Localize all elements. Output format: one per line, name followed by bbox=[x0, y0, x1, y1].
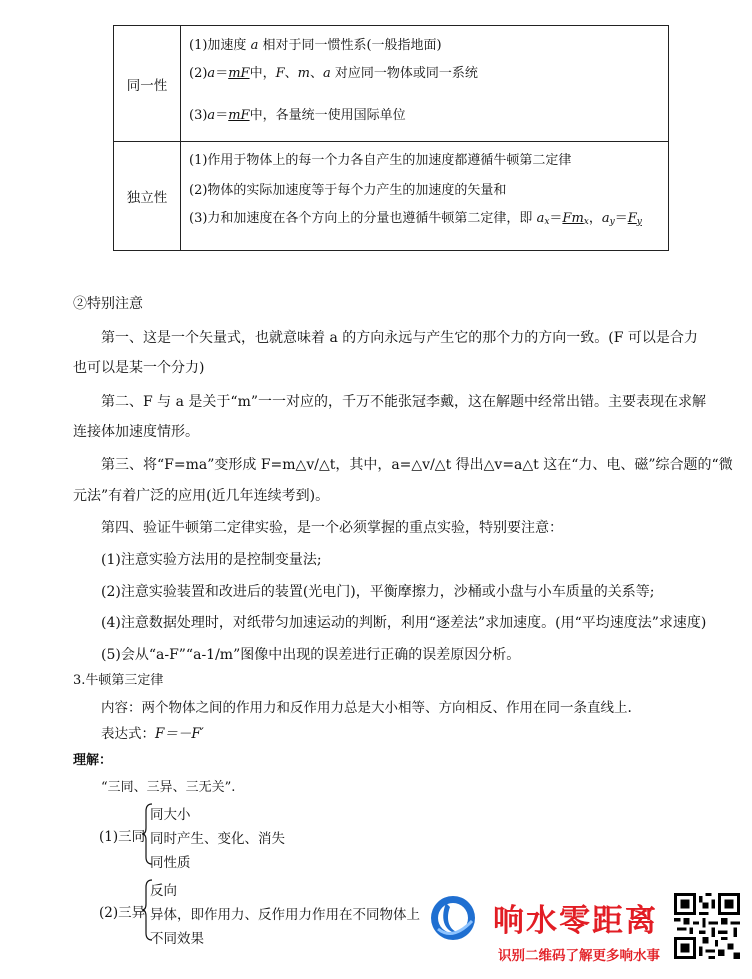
row-content bbox=[181, 142, 669, 251]
table-row bbox=[114, 142, 669, 251]
table-line: (2)物体的实际加速度等于每个力产生的加速度的矢量和 bbox=[189, 182, 507, 198]
paragraph-line: 第一、这是一个矢量式，也就意味着 a 的方向永远与产生它的那个力的方向一致。(F 可以是合力 bbox=[101, 330, 698, 346]
list-item: (5)会从“a-F”“a-1/m”图像中出现的误差进行正确的误差原因分析。 bbox=[101, 647, 521, 663]
table-row bbox=[114, 26, 669, 142]
paragraph-line: 内容：两个物体之间的作用力和反作用力总是大小相等、方向相反、作用在同一条直线上. bbox=[101, 700, 632, 716]
group-item: 反向 bbox=[150, 883, 177, 899]
paragraph-line: 第四、验证牛顿第二定律实验，是一个必须掌握的重点实验，特别要注意： bbox=[101, 520, 563, 536]
group-label: (1)三同 bbox=[99, 829, 146, 845]
paragraph-line: 元法”有着广泛的应用(近几年连续考到)。 bbox=[73, 488, 330, 504]
row-header: 独立性 bbox=[114, 142, 181, 251]
group-item: 同性质 bbox=[150, 855, 191, 871]
list-item: (2)注意实验装置和改进后的装置(光电门)，平衡摩擦力，沙桶或小盘与小车质量的关系等; bbox=[101, 584, 655, 600]
table-line: (3)a＝mF中，各量统一使用国际单位 bbox=[189, 107, 406, 123]
group-item: 同时产生、变化、消失 bbox=[150, 831, 285, 847]
section-heading: 3.牛顿第三定律 bbox=[73, 673, 164, 688]
expression-line: 表达式：F＝－F′ bbox=[101, 726, 204, 742]
list-item: (4)注意数据处理时，对纸带匀加速运动的判断，利用“逐差法”求加速度。(用“平均速度法”求速度) bbox=[101, 615, 707, 631]
notes-heading: ②特别注意 bbox=[73, 296, 143, 312]
paragraph-line: 也可以是某一个分力) bbox=[73, 360, 205, 376]
table-line: (3)力和加速度在各个方向上的分量也遵循牛顿第二定律，即 $a_x=Fm_x$，$a_y=F_y$ bbox=[189, 210, 642, 227]
understanding-label: 理解： bbox=[73, 753, 113, 768]
table-line: (1)作用于物体上的每一个力各自产生的加速度都遵循牛顿第二定律 bbox=[189, 152, 572, 168]
slogan-text: 识别二维码了解更多响水事 bbox=[498, 948, 660, 964]
row-content bbox=[181, 26, 669, 142]
summary-line: “三同、三异、三无关”. bbox=[101, 780, 236, 795]
qr-code-icon bbox=[674, 893, 740, 959]
list-item: (1)注意实验方法用的是控制变量法; bbox=[101, 552, 322, 568]
table-line: (1)加速度 a 相对于同一惯性系(一般指地面) bbox=[189, 37, 442, 53]
group-label: (2)三异 bbox=[99, 905, 146, 921]
globe-logo-icon bbox=[428, 893, 478, 943]
comparison-table bbox=[113, 25, 669, 251]
group-item: 异体，即作用力、反作用力作用在不同物体上 bbox=[150, 907, 420, 923]
group-item: 同大小 bbox=[150, 807, 191, 823]
group-item: 不同效果 bbox=[150, 931, 204, 947]
paragraph-line: 连接体加速度情形。 bbox=[73, 424, 199, 440]
paragraph-line: 第二、F 与 a 是关于“m”一一对应的，千万不能张冠李戴，这在解题中经常出错。主要表现在求解 bbox=[101, 394, 706, 410]
paragraph-line: 第三、将“F=ma”变形成 F=m△v/△t，其中，a=△v/△t 得出△v=a△t 这在“力、电、磁”综合题的“微 bbox=[101, 457, 733, 473]
row-header: 同一性 bbox=[114, 26, 181, 142]
brand-logo-text: 响水零距离 bbox=[493, 903, 658, 939]
table-line: (2)a＝mF中，F、m、a 对应同一物体或同一系统 bbox=[189, 65, 478, 81]
